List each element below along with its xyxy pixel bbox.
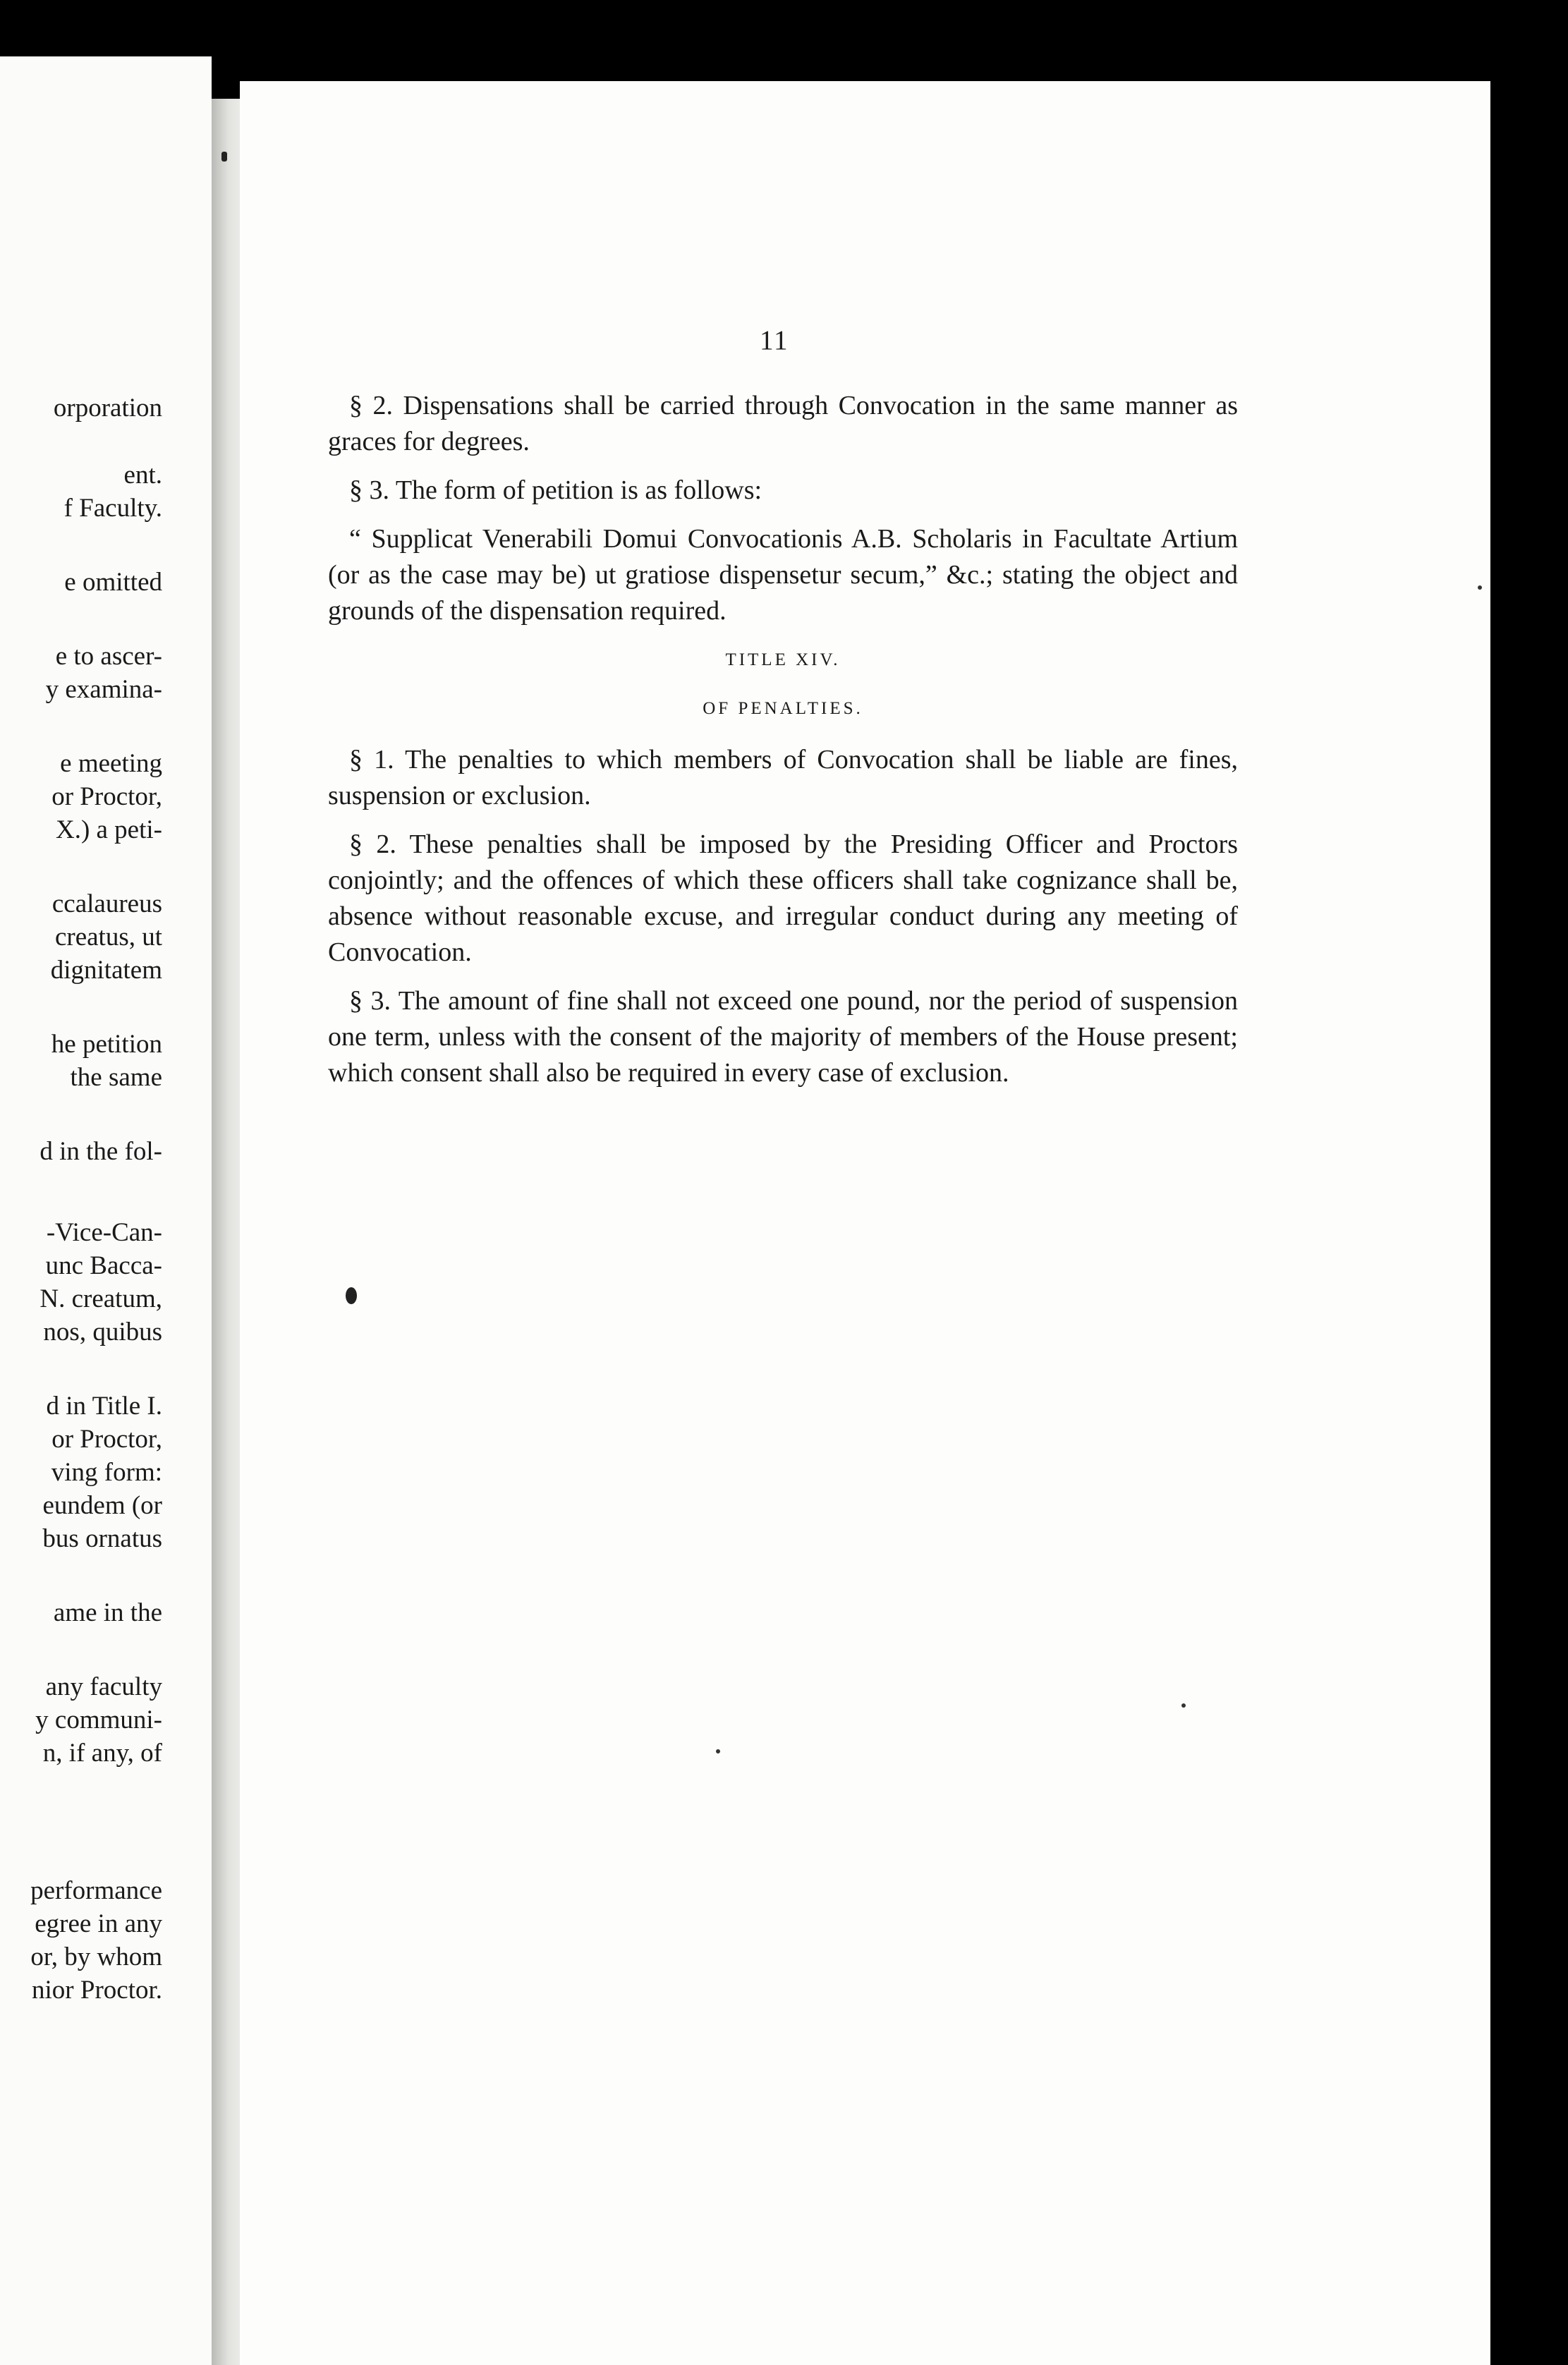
left-page-line: nior Proctor. bbox=[32, 1976, 162, 2005]
title-heading: TITLE XIV. bbox=[725, 650, 841, 669]
left-page-line: ving form: bbox=[51, 1458, 162, 1487]
left-page-line: e meeting bbox=[60, 749, 162, 778]
left-page-line: or Proctor, bbox=[51, 782, 162, 811]
paragraph-supplicat: “ Supplicat Venerabili Domui Convocationis A.B. Scholaris in Facultate Artium (or as the case may be) ut gratiose dispensetur secum,” &c.; stating the object and grounds of the dispensation required. bbox=[328, 524, 1238, 626]
left-page-line: d in Title I. bbox=[46, 1392, 162, 1421]
left-page-line: creatus, ut bbox=[54, 923, 162, 952]
ink-blot bbox=[346, 1287, 357, 1304]
left-page-line: or Proctor, bbox=[51, 1425, 162, 1454]
left-page-line: nos, quibus bbox=[43, 1318, 162, 1346]
left-page-line: egree in any bbox=[35, 1909, 162, 1938]
section-heading: OF PENALTIES. bbox=[703, 699, 863, 718]
gutter-ink-speck bbox=[221, 152, 227, 162]
dust-speck bbox=[1478, 585, 1482, 590]
left-page-line: y examina- bbox=[45, 675, 162, 704]
left-page-line: dignitatem bbox=[50, 956, 162, 985]
left-page-line: or, by whom bbox=[30, 1943, 162, 1971]
left-page-line: ame in the bbox=[53, 1598, 162, 1627]
left-page bbox=[0, 56, 212, 2365]
right-page bbox=[240, 81, 1490, 2365]
left-page-line: he petition bbox=[51, 1030, 162, 1059]
left-page-line: d in the fol- bbox=[39, 1137, 162, 1166]
page-body bbox=[328, 388, 1238, 1104]
paragraph-petition-form: § 3. The form of petition is as follows: bbox=[349, 475, 762, 505]
paragraph-imposition: § 2. These penalties shall be imposed by the Presiding Officer and Proctors conjointly; and the offences of which these officers shall take cognizance shall be, absence without reasonable excuse, and irregular conduct during any meeting of Convocation. bbox=[328, 829, 1238, 967]
left-page-line: ccalaureus bbox=[51, 889, 162, 918]
left-page-line: n, if any, of bbox=[42, 1739, 162, 1768]
left-page-line: y communi- bbox=[35, 1706, 162, 1734]
paragraph-penalties: § 1. The penalties to which members of Convocation shall be liable are fines, suspension or exclusion. bbox=[328, 745, 1238, 810]
paragraph-dispensations: § 2. Dispensations shall be carried through Convocation in the same manner as graces for degrees. bbox=[328, 391, 1238, 456]
left-page-line: f Faculty. bbox=[63, 494, 162, 523]
left-page-line: e omitted bbox=[64, 568, 162, 597]
left-page-line: -Vice-Can- bbox=[46, 1218, 162, 1247]
left-page-line: e to ascer- bbox=[55, 642, 162, 671]
left-page-line: performance bbox=[30, 1876, 162, 1905]
left-page-line: N. creatum, bbox=[39, 1284, 162, 1313]
paragraph-fine-amount: § 3. The amount of fine shall not exceed one pound, nor the period of suspension one term, unless with the consent of the majority of members of the House present; which consent shall also be required in every case of exclusion. bbox=[328, 986, 1238, 1088]
left-page-line: eundem (or bbox=[42, 1491, 162, 1520]
dust-speck bbox=[716, 1749, 720, 1753]
dust-speck bbox=[1181, 1703, 1186, 1708]
left-page-line: any faculty bbox=[45, 1672, 162, 1701]
left-page-line: unc Bacca- bbox=[45, 1251, 162, 1280]
left-page-line: bus ornatus bbox=[42, 1524, 162, 1553]
left-page-line: orporation bbox=[53, 394, 162, 422]
left-page-line: ent. bbox=[123, 461, 162, 490]
left-page-line: X.) a peti- bbox=[55, 815, 162, 844]
page-number: 11 bbox=[760, 325, 789, 355]
left-page-line: the same bbox=[70, 1063, 162, 1092]
